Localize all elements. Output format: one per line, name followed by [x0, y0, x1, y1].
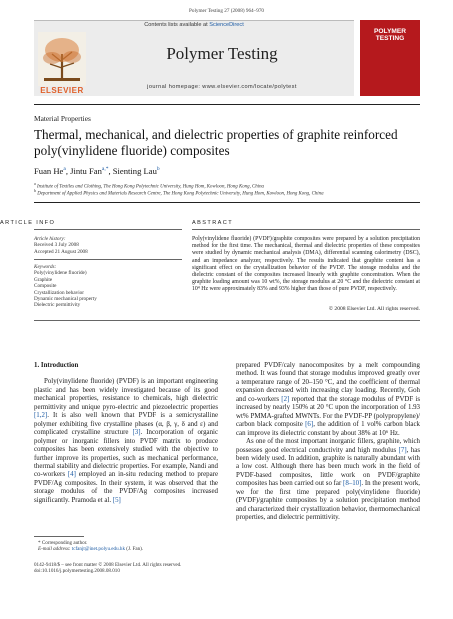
publisher-name: ELSEVIER [40, 86, 84, 95]
email-suffix: (J. Fan). [125, 546, 144, 553]
email-label: E-mail address: [38, 546, 72, 553]
journal-citation-line: Polymer Testing 27 (2008) 964–970 [188, 8, 265, 14]
citation-link[interactable]: [1,2] [34, 412, 48, 420]
article-title: Thermal, mechanical, and dielectric properties of graphite reinforced poly(vinylidene fluoride) composites [34, 127, 398, 158]
article-info-rule [34, 229, 182, 230]
author-name: Fuan He [34, 166, 64, 176]
keywords-list [34, 270, 182, 308]
footnote-rule [34, 536, 84, 537]
keyword-item: Dielectric permittivity [34, 302, 81, 309]
affiliation-text: Department of Applied Physics and Materials Research Centre, The Hong Kong Polytechnic University, Hung Hom, Kowloon, Hong Kong, China [37, 191, 324, 197]
issn-footer [34, 562, 274, 575]
citation-link[interactable]: [6] [305, 421, 314, 429]
keyword-item: Crystallization behavior [34, 289, 84, 296]
affiliation-divider [34, 202, 420, 203]
issn-line: 0142-9418/$ – see front matter © 2008 Elsevier Ltd. All rights reserved. [34, 562, 182, 568]
affiliation-text: Institute of Textiles and Clothing, The Hong Kong Polytechnic University, Hung Hom, Kowloon, Hong Kong, China [37, 184, 264, 190]
body-text: . In the present work, we for the first time prepared poly(vinylidene fluoride) (PVDF)/graphite composites by a solution precipitation method and characterized their crystallization behavior, thermomechanical properties, and dielectric permittivity. [236, 480, 420, 522]
abstract-heading: ABSTRACT [192, 220, 234, 226]
author-affiliation-mark[interactable]: a [63, 166, 66, 173]
intro-paragraph-1 [34, 378, 218, 505]
article-info-heading: ARTICLE INFO [0, 220, 56, 226]
corresponding-author-label: * Corresponding author. [38, 540, 88, 546]
body-text: , the addition of 1 vol% carbon black can improve its dielectric constant by about 38% at 10⁶ Hz. [236, 421, 420, 437]
abstract-bottom-rule [34, 320, 420, 321]
body-text: . Incorporation of organic polymer or inorganic fillers into PVDF matrix to produce composites has been extensively studied with the objective to further improve its properties, such as mechanical performance, thermal stability and dielectric properties. For example, Nandi and co-workers [34, 429, 218, 479]
keywords-label: Keywords: [34, 264, 57, 270]
email-line [38, 546, 218, 552]
left-column [34, 362, 218, 505]
affiliation-mark: b [34, 188, 36, 193]
intro-paragraph-1-continued [236, 362, 420, 438]
keyword-item: Composite [34, 283, 57, 290]
affiliation [34, 188, 422, 198]
copyright-notice: © 2008 Elsevier Ltd. All rights reserved. [328, 306, 420, 312]
body-text: employed an in-situ reducing method to prepare PVDF/Ag composites. In their system, it was observed that the storage modulus of the PVDF/Ag composites increased significantly. Pramoda et al. [34, 471, 218, 504]
sciencedirect-link[interactable]: ScienceDirect [209, 22, 244, 28]
section-heading: 1. Introduction [34, 362, 79, 369]
article-section-label: Material Properties [34, 114, 91, 123]
keyword-item: Graphite [34, 276, 53, 283]
abstract-text: Poly(vinylidene fluoride) (PVDF)/graphite composites were prepared by a solution precipitation method for the first time. The mechanical, thermal and dielectric properties of these composites were studied by dynamic mechanical analysis (DMA), differential scanning calorimetry (DSC), and an impedance analyzer, respectively. The results indicated that graphite content has a significant effect on the crystallization behavior of the PVDF. The storage modulus and the dielectric constant of the composites increased linearly with graphite concentration. When the graphite loading amount was 10 wt%, the storage modulus at 20 °C and the dielectric constant at 10⁴ Hz were approximately 83% and 93% higher than those of pure PVDF, respectively. [192, 236, 420, 293]
contents-available-line [34, 22, 354, 28]
abstract-rule [192, 229, 420, 230]
keyword-item: Dynamic mechanical property [34, 296, 97, 303]
author-affiliation-mark[interactable]: b [156, 166, 160, 173]
body-text: reported that the storage modulus of PVDF is increased by nearly 150% at 20 °C upon the incorporation of 1.93 wt% PMMA-grafted MWNTs. For the PVDF-PP (polypropylene)/ carbon black composite [236, 395, 421, 429]
author-name: Jintu Fan [70, 166, 102, 176]
citation-link[interactable]: [7] [398, 446, 407, 454]
body-text: Poly(vinylidene fluoride) (PVDF) is an important engineering plastic and has been widely investigated because of its good mechanical properties, resistance to chemicals, high dielectric permittivity and unique pyro-electric and piezoelectric properties [34, 378, 218, 411]
intro-paragraph-2 [236, 438, 420, 523]
author-affiliation-mark[interactable]: a,* [101, 166, 109, 173]
history-divider [34, 259, 182, 260]
citation-link[interactable]: [8–10] [343, 480, 362, 488]
body-text: , has been widely used. In addition, graphite is naturally abundant with a low cost. Although there has been much work in the field of PVDF-based composites, little work on PVDF/graphite composites has been carried out so far [236, 446, 420, 488]
keyword-item: Poly(vinylidene fluoride) [34, 270, 87, 277]
accepted-date: Accepted 21 August 2008 [34, 248, 88, 255]
elsevier-tree-logo-icon [38, 32, 86, 86]
contents-prefix: Contents lists available at [144, 22, 210, 28]
citation-link[interactable]: [3] [132, 429, 141, 437]
body-text: . It is also well known that PVDF is a semicrystalline polymer exhibiting five crystalline phases (α, β, γ, δ and ε) and complicated crystalline structure [34, 412, 218, 437]
article-history [34, 236, 182, 255]
cover-title: POLYMER TESTING [374, 28, 406, 42]
history-label: Article history: [34, 236, 66, 242]
doi-line[interactable]: doi:10.1016/j.polymertesting.2008.08.010 [34, 568, 120, 575]
body-text: As one of the most important inorganic fillers, graphite, which possesses good electrical conductivity and high modulus [236, 438, 420, 454]
author-name: Sienting Lau [112, 166, 157, 176]
body-text: prepared PVDF/caly nanocomposites by a melt compounding method. It was found that storage modulus improved greatly over a temperature range of 20–150 °C, and the coefficient of thermal expansion decreased with increasing clay loading. Recently, Goh and co-workers [236, 362, 420, 403]
journal-title[interactable]: Polymer Testing [166, 44, 278, 63]
citation-link[interactable]: [2] [281, 395, 290, 403]
corresponding-author-footnote [38, 540, 218, 553]
author-list: Fuan He$^a$, Jintu Fan$^{a,*}$, Sienting Lau$^b$ [34, 166, 160, 176]
header-divider [34, 104, 420, 105]
citation-link[interactable]: [5] [112, 496, 121, 504]
right-column [236, 362, 420, 523]
keywords-block [34, 264, 182, 309]
email-link[interactable]: tcfanjt@inet.polyu.edu.hk [71, 546, 125, 553]
received-date: Received 3 July 2008 [34, 242, 79, 249]
journal-homepage[interactable]: journal homepage: www.elsevier.com/locate/polytest [147, 84, 297, 90]
citation-link[interactable]: [4] [67, 471, 76, 479]
affiliation-mark: a [34, 181, 36, 186]
